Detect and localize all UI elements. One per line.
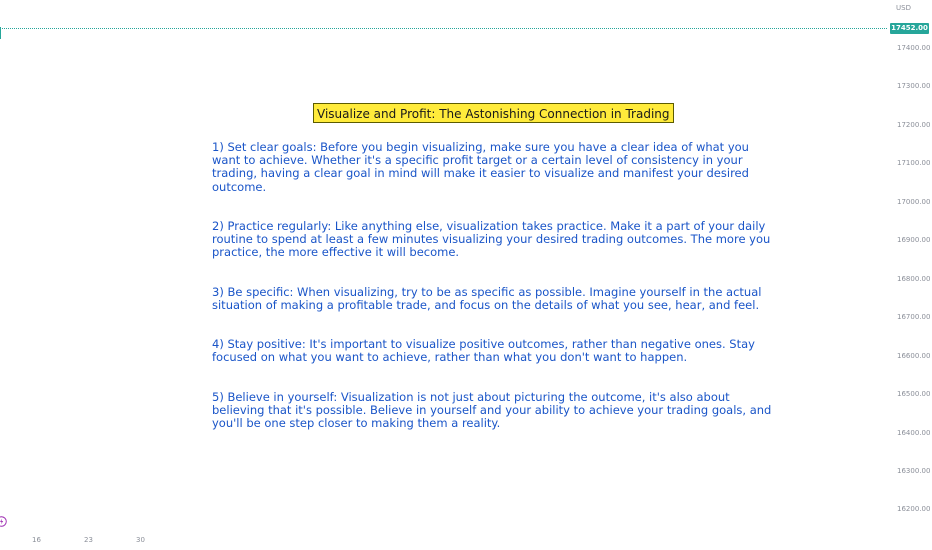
price-tick: 16600.00 — [897, 352, 931, 360]
tip-stay-positive[interactable]: 4) Stay positive: It's important to visualize positive outcomes, rather than negative ones. Stay focused on what you want to achieve, rather than what you don't want to happen. — [212, 337, 755, 365]
current-price-line — [0, 28, 887, 29]
tip-practice-regularly[interactable]: 2) Practice regularly: Like anything else, visualization takes practice. Make it a part of your daily routine to spend at least a few minutes visualizing your desired trading outcomes. The more you practice, the more effective it will become. — [212, 219, 771, 260]
tip-set-clear-goals[interactable]: 1) Set clear goals: Before you begin visualizing, make sure you have a clear idea of what you want to achieve. Whether it's a specific profit target or a certain level of consistency in your trading, having a clear goal in mind will make it easier to visualize and manifest your desired outcome. — [212, 140, 749, 194]
time-tick: 23 — [84, 536, 93, 544]
time-tick: 30 — [136, 536, 145, 544]
price-line-marker — [0, 27, 1, 39]
currency-label[interactable]: USD — [896, 4, 911, 12]
current-price-label: 17452.00 — [891, 24, 928, 32]
price-tick: 17000.00 — [897, 198, 931, 206]
tip-believe-in-yourself[interactable]: 5) Believe in yourself: Visualization is not just about picturing the outcome, it's also about believing that it's possible. Believe in yourself and your ability to achieve your trading goals, and you'll be one step closer to making them a reality. — [212, 390, 772, 431]
price-tick: 17400.00 — [897, 44, 931, 52]
tradingview-logo-icon[interactable] — [0, 516, 7, 527]
price-tick: 17300.00 — [897, 82, 931, 90]
price-tick: 17100.00 — [897, 159, 931, 167]
price-tick: 16200.00 — [897, 505, 931, 513]
price-tick: 16700.00 — [897, 313, 931, 321]
tip-be-specific[interactable]: 3) Be specific: When visualizing, try to be as specific as possible. Imagine yourself in the actual situation of making a profitable trade, and focus on the details of what you see, hear, and feel. — [212, 285, 762, 313]
time-tick: 16 — [32, 536, 41, 544]
price-tick: 16800.00 — [897, 275, 931, 283]
idea-title[interactable]: Visualize and Profit: The Astonishing Connection in Trading — [313, 103, 674, 123]
price-tick: 16900.00 — [897, 236, 931, 244]
price-tick: 16300.00 — [897, 467, 931, 475]
price-tick: 16400.00 — [897, 429, 931, 437]
price-tick: 16500.00 — [897, 390, 931, 398]
price-tick: 17200.00 — [897, 121, 931, 129]
